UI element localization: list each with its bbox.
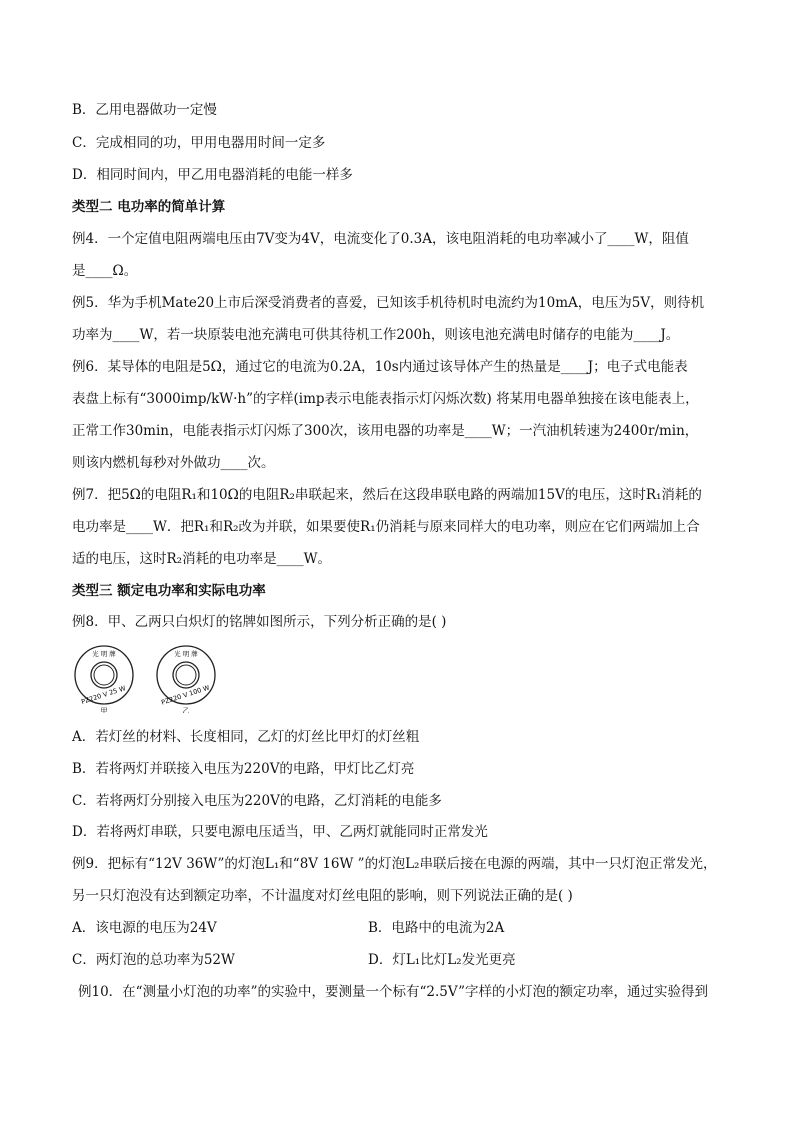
lamp-nameplates-figure [72,643,222,713]
nameplates-svg [72,643,222,713]
lamp1-rating: PZ220 V 25 W [80,684,127,707]
example-10-line-1: 例10．在“测量小灯泡的功率”的实验中，要测量一个标有“2.5V”字样的小灯泡的额定功率，通过实验得到 [78,984,708,1000]
lamp2-brand: 光 明 牌 [174,650,198,658]
example-8-option-a: A．若灯丝的材料、长度相同，乙灯的灯丝比甲灯的灯丝粗 [72,729,420,745]
line-c1: C．完成相同的功，甲用电器用时间一定多 [72,135,326,151]
line-d1: D．相同时间内，甲乙用电器消耗的电能一样多 [72,167,353,183]
example-9-options-row-2 [72,950,732,970]
example-7-line-2: 电功率是____W．把R₁和R₂改为并联，如果要使R₁仍消耗与原来同样大的电功率，则应在它们两端加上合 [72,519,700,535]
example-4-line-2: 是____Ω。 [72,263,138,279]
example-6-line-3: 正常工作30min，电能表指示灯闪烁了300次，该用电器的功率是____W；一汽油机转速为2400r/min， [72,423,699,439]
lamp2-caption: 乙 [182,707,190,713]
example-8-option-d: D．若将两灯串联，只要电源电压适当，甲、乙两灯就能同时正常发光 [72,824,488,840]
example-6-line-2: 表盘上标有“3000imp/kW·h”的字样(imp表示电能表指示灯闪烁次数) 将某用电器单独接在该电能表上， [72,391,699,407]
lamp1-caption: 甲 [100,707,108,713]
example-9-option-d: D．灯L₁比灯L₂发光更亮 [368,952,516,968]
example-9-line-1: 例9．把标有“12V 36W”的灯泡L₁和“8V 16W ”的灯泡L₂串联后接在电源的两端，其中一只灯泡正常发光， [72,856,717,872]
example-7-line-1: 例7．把5Ω的电阻R₁和10Ω的电阻R₂串联起来，然后在这段串联电路的两端加15V的电压，这时R₁消耗的 [72,487,702,503]
example-5-line-2: 功率为____W，若一块原装电池充满电可供其待机工作200h，则该电池充满电时储存的电能为____J。 [72,327,680,343]
lamp2-rating: PZ220 V 100 W [160,683,211,707]
section-heading-3: 类型三 额定电功率和实际电功率 [72,583,266,599]
example-8-stem: 例8．甲、乙两只白炽灯的铭牌如图所示，下列分析正确的是( ) [72,614,447,630]
line-b1: B．乙用电器做功一定慢 [72,102,217,118]
example-5-line-1: 例5．华为手机Mate20上市后深受消费者的喜爱，已知该手机待机时电流约为10mA，电压为5V，则待机 [72,295,705,311]
example-4-line-1: 例4．一个定值电阻两端电压由7V变为4V，电流变化了0.3A，该电阻消耗的电功率减小了____W，阻值 [72,231,689,247]
example-9-options-row-1 [72,918,732,938]
example-8-option-c: C．若将两灯分别接入电压为220V的电路，乙灯消耗的电能多 [72,793,442,809]
example-9-option-c: C．两灯泡的总功率为52W [72,952,235,968]
example-9-option-a: A．该电源的电压为24V [72,920,217,936]
example-6-line-4: 则该内燃机每秒对外做功____次。 [72,455,275,471]
lamp-nameplate-jia [75,646,133,713]
example-8-option-b: B．若将两灯并联接入电压为220V的电路，甲灯比乙灯亮 [72,761,415,777]
example-9-line-2: 另一只灯泡没有达到额定功率，不计温度对灯丝电阻的影响，则下列说法正确的是( ) [72,888,573,904]
example-6-line-1: 例6．某导体的电阻是5Ω，通过它的电流为0.2A，10s内通过该导体产生的热量是____J；电子式电能表 [72,359,688,375]
example-9-option-b: B．电路中的电流为2A [368,920,505,936]
lamp-nameplate-yi [157,646,215,713]
section-heading-2: 类型二 电功率的简单计算 [72,199,226,215]
lamp1-brand: 光 明 牌 [92,650,116,658]
example-7-line-3: 适的电压，这时R₂消耗的电功率是____W。 [72,551,331,567]
